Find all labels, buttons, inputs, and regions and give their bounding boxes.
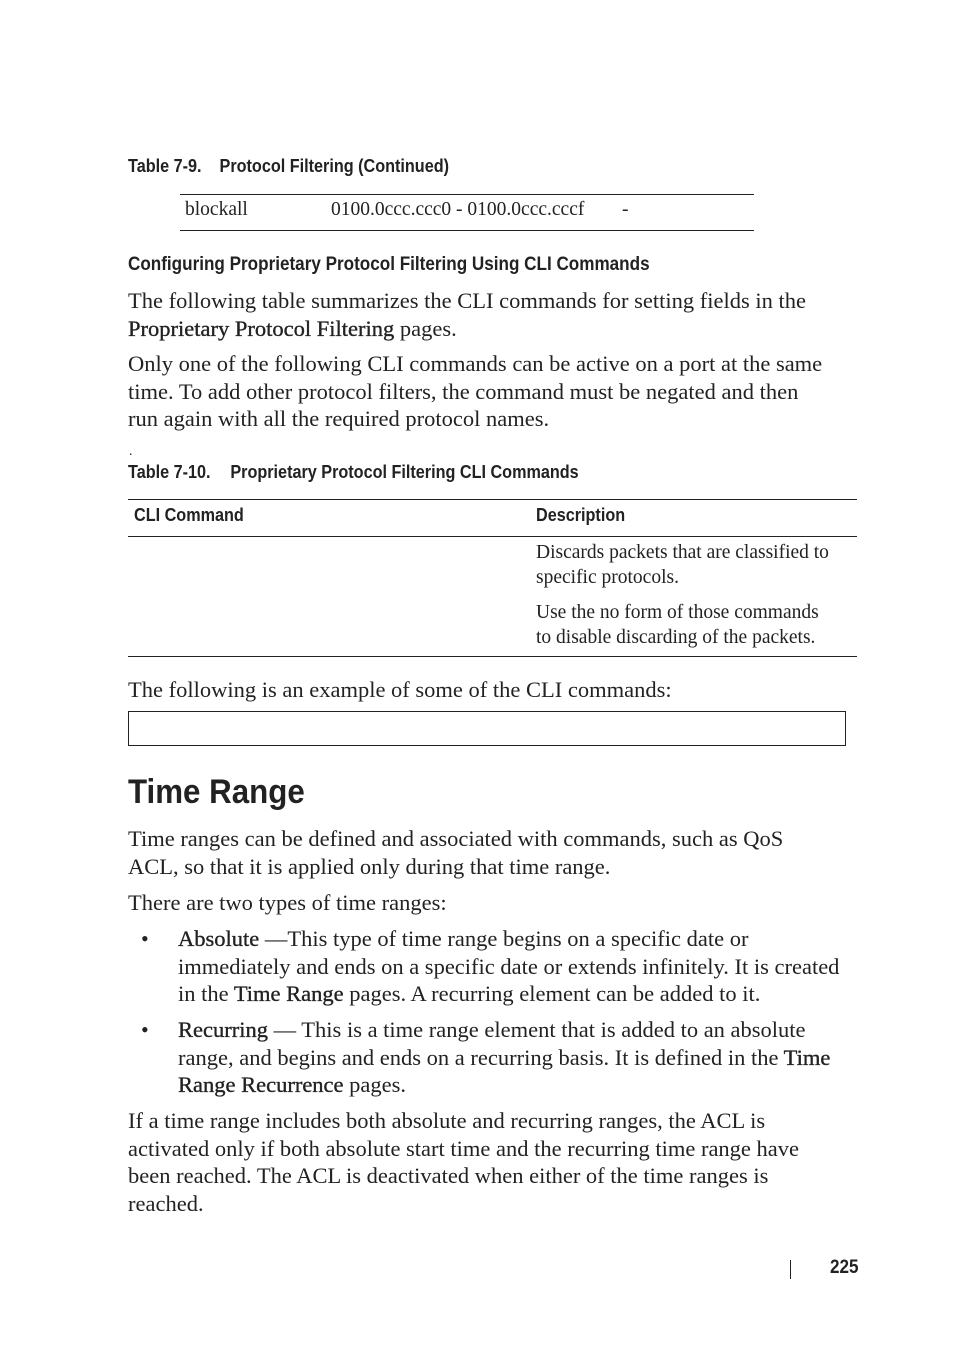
extra-cell: -	[622, 199, 629, 220]
table-top-rule	[180, 194, 754, 195]
bullet-mark: •	[141, 926, 149, 951]
example-intro: The following is an example of some of the CLI commands:	[128, 677, 672, 702]
page-number: 225	[830, 1257, 859, 1278]
constraint-paragraph: Only one of the following CLI commands can be active on a port at the same time. To add other protocol filters, the command must be negated and then run again with all the required protocol names.	[128, 351, 823, 431]
footer-divider	[790, 1260, 791, 1279]
time-range-intro: Time ranges can be defined and associated with commands, such as QoS ACL, so that it is applied only during that time range.	[128, 826, 784, 879]
bullet-absolute: Absolute —This type of time range begins on a specific date or immediately and ends on a specific date or extends infinitely. It is created in the Time Range pages. A recurring element can be added to it.	[178, 926, 840, 1006]
caption-number: Table 7-10.	[128, 462, 211, 482]
section-heading: Configuring Proprietary Protocol Filtering Using CLI Commands	[128, 254, 650, 275]
header-description: Description	[536, 505, 626, 525]
table-7-10-caption	[128, 462, 579, 483]
cli-example-box	[128, 711, 846, 746]
bullet-mark: •	[141, 1017, 149, 1042]
time-range-heading: Time Range	[128, 773, 305, 811]
stray-mark: .	[129, 444, 133, 459]
description-no-form: Use the no form of those commands to disable discarding of the packets.	[536, 602, 819, 648]
mac-range-cell: 0100.0ccc.ccc0 - 0100.0ccc.cccf	[331, 199, 585, 220]
caption-title: Protocol Filtering (Continued)	[219, 156, 450, 176]
caption-number: Table 7-9.	[128, 156, 202, 176]
types-intro: There are two types of time ranges:	[128, 890, 447, 915]
table-top-rule	[128, 499, 857, 500]
caption-title: Proprietary Protocol Filtering CLI Commands	[230, 462, 579, 482]
description-discard: Discards packets that are classified to specific protocols.	[536, 542, 829, 588]
closing-paragraph: If a time range includes both absolute and recurring ranges, the ACL is activated only if both absolute start time and the recurring time range have been reached. The ACL is deactivated when either of the time ranges is reached.	[128, 1108, 800, 1216]
summary-paragraph: The following table summarizes the CLI commands for setting fields in the Proprietary Protocol Filtering pages.	[128, 288, 806, 341]
header-cli-command: CLI Command	[134, 505, 244, 525]
table-7-9-caption	[128, 156, 449, 177]
bullet-recurring: Recurring — This is a time range element that is added to an absolute range, and begins and ends on a recurring basis. It is defined in the Time Range Recurrence pages.	[178, 1017, 831, 1097]
table-bottom-rule	[180, 230, 754, 231]
protocol-name-cell: blockall	[185, 199, 248, 220]
table-bottom-rule	[128, 656, 857, 657]
header-rule	[128, 536, 857, 537]
